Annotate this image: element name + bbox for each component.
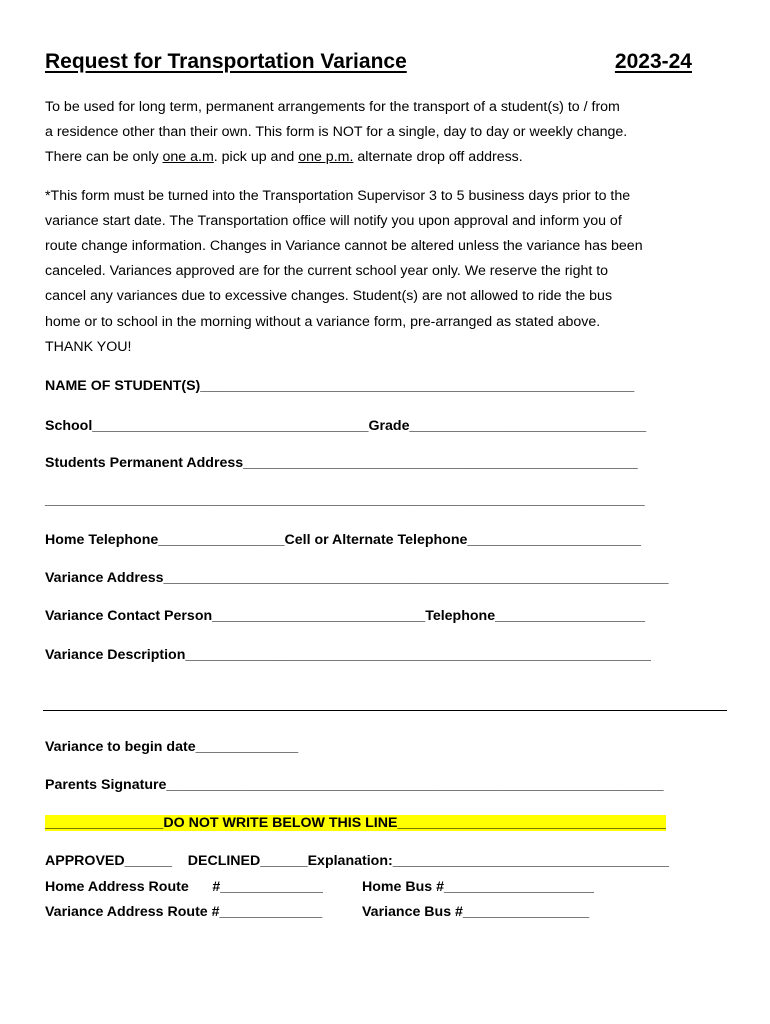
telephone-fields[interactable]: Home Telephone________________Cell or Alternate Telephone______________________ (45, 532, 641, 548)
divider-right-rule: __________________________________ (397, 815, 666, 831)
variance-description-field[interactable]: Variance Description___________________________________________________________ (45, 647, 651, 663)
home-bus-field[interactable]: Home Bus #___________________ (362, 879, 594, 895)
form-title: Request for Transportation Variance (45, 50, 407, 73)
intro-line-3-pre: There can be only (45, 149, 163, 165)
permanent-address-line-2[interactable]: ____________________________________________________________________________ (45, 492, 645, 508)
variance-contact-field[interactable]: Variance Contact Person___________________________Telephone___________________ (45, 608, 646, 624)
intro-line-3-mid: . pick up and (213, 149, 299, 165)
one-am-text: one a.m (162, 149, 214, 165)
office-use-divider (45, 815, 666, 831)
school-year: 2023-24 (614, 50, 692, 73)
school-grade-field[interactable]: School___________________________________Grade______________________________ (45, 418, 647, 434)
variance-bus-field[interactable]: Variance Bus #________________ (362, 904, 590, 920)
approval-line[interactable]: APPROVED______ DECLINED______Explanation:___________________________________ (45, 853, 669, 869)
divider-left-rule: _______________ (45, 815, 164, 831)
intro-line-3 (45, 145, 523, 170)
intro-line-1: To be used for long term, permanent arrangements for the transport of a student(s) to / from (45, 99, 620, 115)
do-not-write-label: DO NOT WRITE BELOW THIS LINE (163, 815, 398, 831)
permanent-address-field[interactable]: Students Permanent Address__________________________________________________ (45, 455, 638, 471)
student-name-field[interactable]: NAME OF STUDENT(S)_______________________________________________________ (45, 378, 635, 394)
notice-line-5: cancel any variances due to excessive changes. Student(s) are not allowed to ride the bus (45, 288, 613, 304)
parent-signature-field[interactable]: Parents Signature_______________________________________________________________ (45, 777, 664, 793)
begin-date-field[interactable]: Variance to begin date_____________ (45, 739, 299, 755)
intro-line-2: a residence other than their own. This form is NOT for a single, day to day or weekly change. (45, 124, 628, 140)
home-route-field[interactable]: Home Address Route #_____________ (45, 879, 323, 895)
notice-line-6: home or to school in the morning without a variance form, pre-arranged as stated above. (45, 314, 601, 330)
intro-line-3-post: alternate drop off address. (353, 149, 523, 165)
variance-address-field[interactable]: Variance Address________________________________________________________________ (45, 570, 669, 586)
notice-line-4: canceled. Variances approved are for the current school year only. We reserve the right to (45, 263, 609, 279)
variance-route-field[interactable]: Variance Address Route #_____________ (45, 904, 323, 920)
description-continuation-rule[interactable] (43, 710, 727, 711)
notice-line-7: THANK YOU! (45, 339, 132, 355)
one-pm-text: one p.m. (298, 149, 354, 165)
notice-line-1: *This form must be turned into the Transportation Supervisor 3 to 5 business days prior to the (45, 188, 631, 204)
notice-line-2: variance start date. The Transportation office will notify you upon approval and inform you of (45, 213, 622, 229)
notice-line-3: route change information. Changes in Variance cannot be altered unless the variance has been (45, 238, 643, 254)
